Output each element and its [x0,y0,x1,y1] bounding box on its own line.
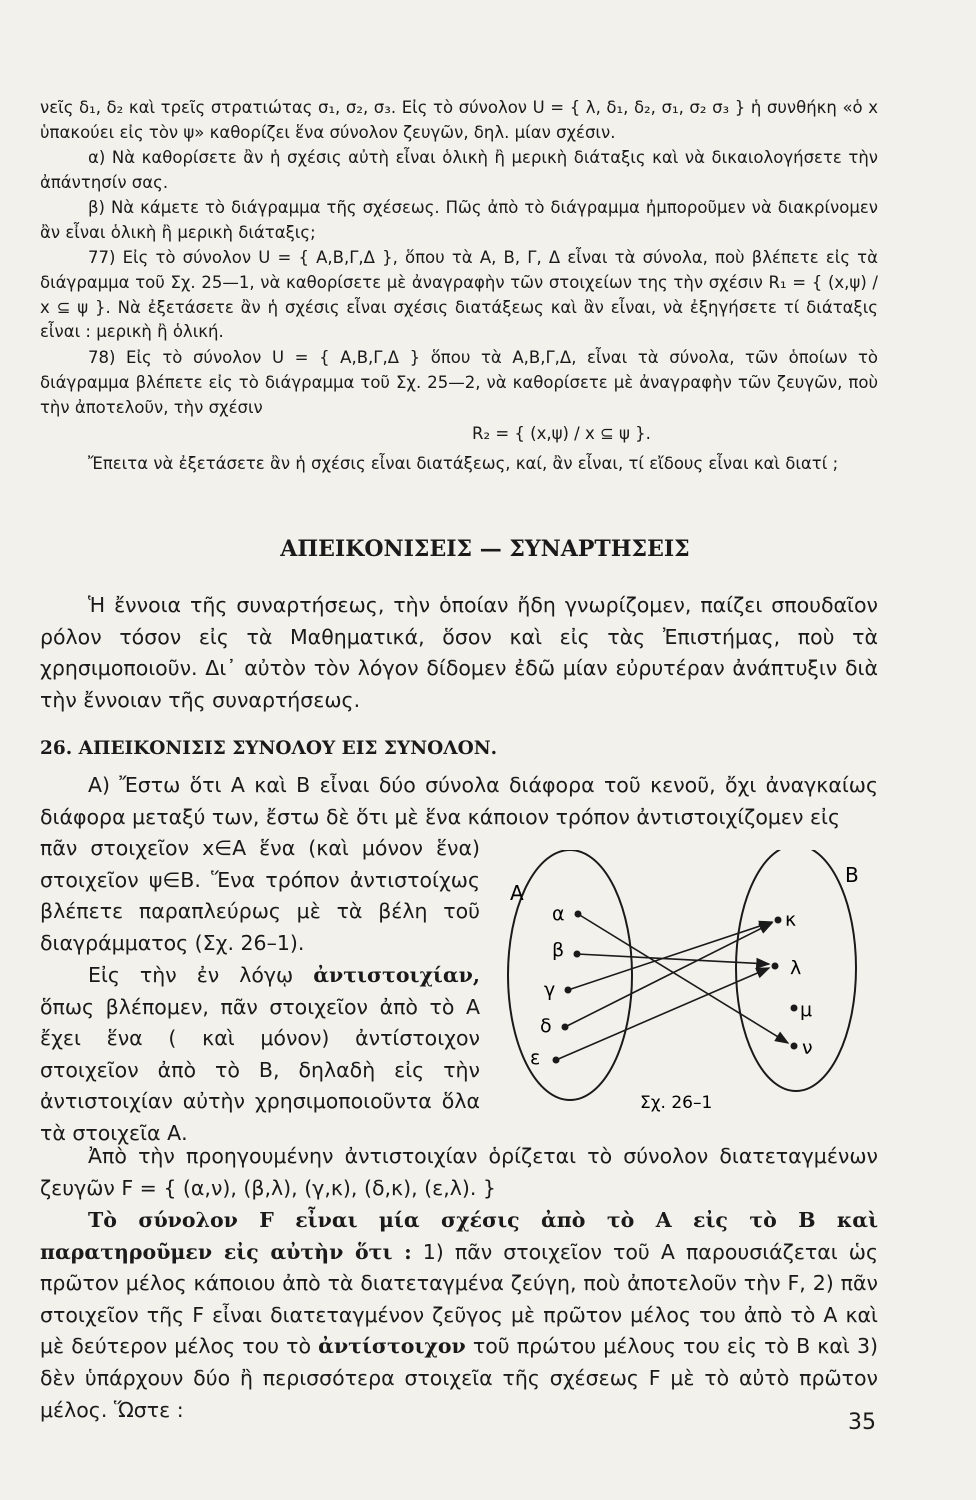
element-a-alpha: α [552,903,565,925]
element-a-beta: β [552,939,565,961]
arrow-epsilon-lambda [556,968,769,1060]
paragraph-f-bold: Τὸ σύνολον F εἶναι μία σχέσις ἀπὸ τὸ Α εἰς τὸ Β καὶ παρατηροῦμεν εἰς αὐτὴν ὅτι : [40,1208,878,1264]
exercise-part-a [40,146,878,196]
paragraph-correspondence [40,960,480,1150]
paragraph-f-rest: 1) πᾶν στοιχεῖον τοῦ Α παρουσιάζεται ὡς πρῶτον μέλος κάποιου ἀπὸ τὰ διατεταγμένα ζεύγη, ποὺ ἀποτελοῦν τὴν F, 2) πᾶν στοιχεῖον τῆς F εἶναι διατεταγμένον ζεῦγος μὲ πρῶτον μέλος του ἀπὸ τὸ Α καὶ μὲ δεύτερον μέλος του τὸ [40,1239,878,1359]
correspondence-lead: Εἰς τὴν ἐν λόγῳ [88,963,314,987]
correspondence-term: ἀντιστοιχίαν, [313,963,480,987]
paragraph-a [40,770,878,833]
exercise-78 [40,346,878,420]
element-b-lambda: λ [790,957,802,979]
page-number: 35 [848,1410,876,1435]
formula-r2: R₂ = { (x,ψ) / x ⊆ ψ }. [472,424,651,443]
paragraph-pairs-text: Ἀπὸ τὴν προηγουμένην ἀντιστοιχίαν ὁρίζεται τὸ σύνολον διατεταγμένων ζευγῶν F = { (α,ν), (β,λ), (γ,κ), (δ,κ), (ε,λ). } [40,1144,878,1200]
element-b-mu: μ [800,999,813,1021]
section-intro [40,590,878,716]
element-b-kappa: κ [785,909,797,931]
element-a-delta: δ [540,1015,552,1037]
correspondence-rest: ὅπως βλέπομεν, πᾶν στοιχεῖον ἀπὸ τὸ Α ἔχει ἕνα ( καὶ μόνον) ἀντίστοιχον στοιχεῖον ἀπὸ τὸ Β, δηλαδὴ εἰς τὴν ἀντιστοιχίαν αὐτὴν χρησιμοποιοῦντα ὅλα τὰ στοιχεῖα Α. [40,994,480,1145]
paragraph-a-text: Α) Ἔστω ὅτι Α καὶ Β εἶναι δύο σύνολα διάφορα τοῦ κενοῦ, ὄχι ἀναγκαίως διάφορα μεταξύ των, ἔστω δὲ ὅτι μὲ ἕνα κάποιον τρόπον ἀντιστοιχίζομεν εἰς [40,773,878,829]
paragraph-a-continued-text: πᾶν στοιχεῖον x∈Α ἕνα (καὶ μόνον ἕνα) στοιχεῖον ψ∈Β. Ἕνα τρόπον ἀντιστοίχως βλέπετε παραπλεύρως μὲ τὰ βέλη τοῦ διαγράμματος (Σχ. 26–1). [40,836,480,955]
subsection-title: 26. ΑΠΕΙΚΟΝΙΣΙΣ ΣΥΝΟΛΟΥ ΕΙΣ ΣΥΝΟΛΟΝ. [40,738,498,759]
paragraph-f [40,1205,878,1426]
arrow-alpha-nu [578,914,788,1043]
set-a-label: Α [510,881,524,905]
paragraph-f-bold-term: ἀντίστοιχον [318,1334,466,1359]
exercise-78-end [40,452,878,477]
part-a-text: α) Νὰ καθορίσετε ἂν ἡ σχέσις αὐτὴ εἶναι ὁλικὴ ἢ μερικὴ διάταξις καὶ νὰ δικαιολογήσετε τὴν ἀπάντησίν σας. [40,148,878,192]
element-b-nu: ν [802,1037,813,1059]
exercise-intro-text: νεῖς δ₁, δ₂ καὶ τρεῖς στρατιώτας σ₁, σ₂, σ₃. Εἰς τὸ σύνολον U = { λ, δ₁, δ₂, σ₁, σ₂ σ₃ } ἡ συνθήκη «ὁ x ὑπακούει εἰς τὸν ψ» καθορίζει ἕνα σύνολον ζευγῶν, δηλ. μίαν σχέσιν. [40,98,878,142]
element-a-gamma: γ [544,979,556,1001]
mapping-diagram [490,850,890,1120]
paragraph-pairs [40,1141,878,1204]
exercise-78-end-text: Ἔπειτα νὰ ἐξετάσετε ἂν ἡ σχέσις εἶναι διατάξεως, καί, ἂν εἶναι, τί εἴδους εἶναι καὶ διατί ; [88,454,839,473]
exercise-77 [40,246,878,345]
set-b-label: Β [845,863,859,887]
figure-26-1 [490,850,890,1120]
figure-caption: Σχ. 26–1 [640,1093,713,1113]
exercise-intro [40,96,878,146]
element-a-epsilon: ε [530,1047,541,1069]
paragraph-a-continued [40,833,480,959]
section-title: ΑΠΕΙΚΟΝΙΣΕΙΣ — ΣΥΝΑΡΤΗΣΕΙΣ [280,536,690,562]
exercise-77-text: 77) Εἰς τὸ σύνολον U = { Α,Β,Γ,Δ }, ὅπου τὰ Α, Β, Γ, Δ εἶναι τὰ σύνολα, ποὺ βλέπετε εἰς τὰ διάγραμμα τοῦ Σχ. 25—1, νὰ καθορίσετε μὲ ἀναγραφὴν τῶν στοιχείων της τὴν σχέσιν R₁ = { (x,ψ) / x ⊆ ψ }. Νὰ ἐξετάσετε ἂν ἡ σχέσις εἶναι σχέσις διατάξεως καὶ ἂν εἶναι, νὰ ἐξηγήσετε τί διάταξις εἶναι : μερικὴ ἢ ὁλική. [40,248,878,342]
exercise-part-b [40,196,878,246]
section-intro-text: Ἡ ἔννοια τῆς συναρτήσεως, τὴν ὁποίαν ἤδη γνωρίζομεν, παίζει σπουδαῖον ρόλον τόσον εἰς τὰ Μαθηματικά, ὅσον καὶ εἰς τὰς Ἐπιστήμας, ποὺ τὰ χρησιμοποιοῦν. Δι᾿ αὐτὸν τὸν λόγον δίδομεν ἐδῶ μίαν εὐρυτέραν ἀνάπτυξιν διὰ τὴν ἔννοιαν τῆς συναρτήσεως. [40,593,878,712]
paragraph-f-end: τοῦ πρώτου μέλους του εἰς τὸ Β καὶ 3) δὲν ὑπάρχουν δύο ἢ περισσότερα στοιχεῖα τῆς σχέσεως F μὲ τὸ αὐτὸ πρῶτον μέλος. Ὥστε : [40,1334,878,1422]
exercise-78-text: 78) Εἰς τὸ σύνολον U = { Α,Β,Γ,Δ } ὅπου τὰ Α,Β,Γ,Δ, εἶναι τὰ σύνολα, τῶν ὁποίων τὸ διάγραμμα βλέπετε εἰς τὸ διάγραμμα τοῦ Σχ. 25—2, νὰ καθορίσετε μὲ ἀναγραφὴν τῶν ζευγῶν, ποὺ τὴν ἀποτελοῦν, τὴν σχέσιν [40,348,878,417]
part-b-text: β) Νὰ κάμετε τὸ διάγραμμα τῆς σχέσεως. Πῶς ἀπὸ τὸ διάγραμμα ἠμποροῦμεν νὰ διακρίνομεν ἂν εἶναι ὁλικὴ ἢ μερικὴ διάταξις; [40,198,878,242]
